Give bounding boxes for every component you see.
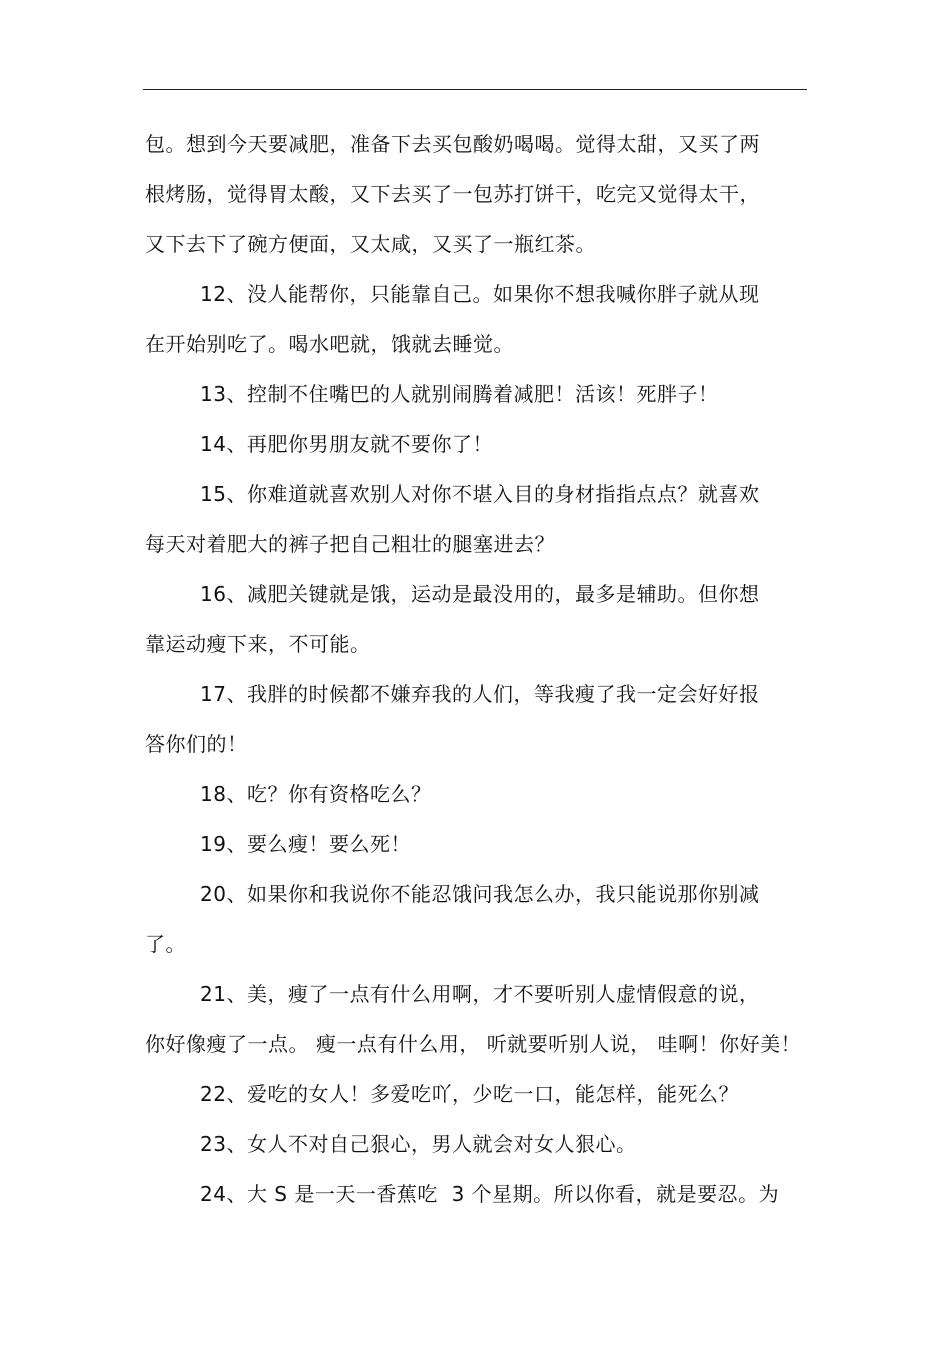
text-line: 18、吃？你有资格吃么？ xyxy=(200,782,432,806)
text-line: 12、没人能帮你，只能靠自己。如果你不想我喊你胖子就从现 xyxy=(200,282,760,306)
text-line: 靠运动瘦下来，不可能。 xyxy=(145,632,371,656)
text-line: 根烤肠，觉得胃太酸，又下去买了一包苏打饼干，吃完又觉得太干， xyxy=(145,182,760,206)
text-line: 你好像瘦了一点。 瘦一点有什么用， 听就要听别人说， 哇啊！你好美！ xyxy=(145,1032,802,1056)
text-line: 17、我胖的时候都不嫌弃我的人们，等我瘦了我一定会好好报 xyxy=(200,682,760,706)
text-line: 21、美，瘦了一点有什么用啊，才不要听别人虚情假意的说， xyxy=(200,982,760,1006)
text-line: 24、大 S 是一天一香蕉吃 3 个星期。所以你看，就是要忍。为 xyxy=(200,1182,780,1206)
text-line: 19、要么瘦！要么死！ xyxy=(200,832,411,856)
header-rule xyxy=(143,89,807,90)
text-line: 了。 xyxy=(145,932,186,956)
text-line: 包。想到今天要减肥，准备下去买包酸奶喝喝。觉得太甜，又买了两 xyxy=(145,132,760,156)
text-line: 13、控制不住嘴巴的人就别闹腾着减肥！活该！死胖子！ xyxy=(200,382,719,406)
text-line: 又下去下了碗方便面，又太咸，又买了一瓶红茶。 xyxy=(145,232,596,256)
text-line: 15、你难道就喜欢别人对你不堪入目的身材指指点点？就喜欢 xyxy=(200,482,760,506)
text-line: 23、女人不对自己狠心，男人就会对女人狠心。 xyxy=(200,1132,637,1156)
text-line: 20、如果你和我说你不能忍饿问我怎么办，我只能说那你别减 xyxy=(200,882,760,906)
text-line: 答你们的！ xyxy=(145,732,248,756)
text-line: 14、再肥你男朋友就不要你了！ xyxy=(200,432,493,456)
text-line: 在开始别吃了。喝水吧就，饿就去睡觉。 xyxy=(145,332,514,356)
text-line: 每天对着肥大的裤子把自己粗壮的腿塞进去？ xyxy=(145,532,555,556)
text-line: 16、减肥关键就是饿，运动是最没用的，最多是辅助。但你想 xyxy=(200,582,760,606)
text-line: 22、爱吃的女人！多爱吃吖，少吃一口，能怎样，能死么？ xyxy=(200,1082,739,1106)
